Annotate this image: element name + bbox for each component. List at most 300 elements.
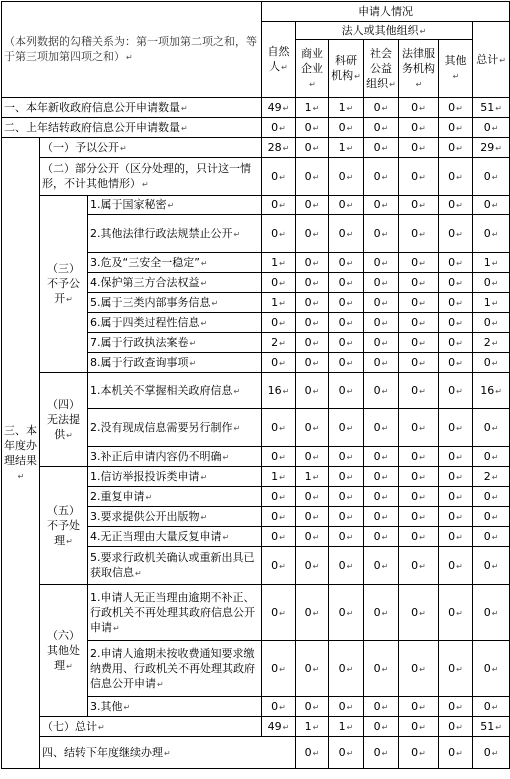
row-label [2, 118, 262, 138]
paragraph-mark-icon: ↵ [381, 608, 389, 618]
row-label [88, 253, 262, 273]
value-cell [399, 333, 439, 353]
paragraph-mark-icon: ↵ [279, 492, 286, 502]
value-cell [439, 409, 473, 447]
value-cell-text: 0 [483, 745, 491, 759]
value-cell-text: 0 [271, 420, 279, 434]
value-cell [473, 138, 510, 158]
value-cell-text: 0 [304, 449, 312, 463]
value-cell [364, 273, 399, 293]
paragraph-mark-icon: ↵ [312, 561, 320, 571]
value-cell-text: 2 [271, 335, 279, 349]
paragraph-mark-icon: ↵ [381, 386, 389, 396]
value-cell-text: 1 [271, 469, 279, 483]
paragraph-mark-icon: ↵ [491, 561, 499, 571]
value-cell [439, 467, 473, 487]
paragraph-mark-icon: ↵ [381, 702, 389, 712]
paragraph-mark-icon: ↵ [491, 298, 499, 308]
paragraph-mark-icon: ↵ [312, 452, 320, 462]
value-cell-text: 0 [448, 383, 456, 397]
paragraph-mark-icon: ↵ [419, 26, 427, 36]
row-label-text: （一）予以公开 [42, 140, 119, 154]
value-cell [439, 373, 473, 409]
row-label-text: 2.没有现成信息需要另行制作 [90, 420, 233, 434]
paragraph-mark-icon: ↵ [419, 278, 426, 288]
value-cell [364, 737, 399, 769]
paragraph-mark-icon: ↵ [346, 358, 354, 368]
row-label-text: （七）总计 [42, 719, 97, 733]
paragraph-mark-icon: ↵ [279, 423, 286, 433]
value-cell-text: 0 [304, 335, 312, 349]
value-cell [364, 487, 399, 507]
legal-service-header-text: 法律服务机构 [402, 46, 436, 75]
value-cell-text: 0 [448, 100, 456, 114]
value-cell [296, 487, 329, 507]
value-cell [364, 697, 399, 717]
value-cell-text: 0 [448, 335, 456, 349]
row-label [40, 717, 262, 737]
row-label [40, 138, 262, 158]
paragraph-mark-icon: ↵ [279, 561, 286, 571]
value-cell [473, 467, 510, 487]
row-label-text: 4.无正当理由大量反复申请 [90, 529, 222, 543]
paragraph-mark-icon: ↵ [346, 472, 354, 482]
value-cell-text: 0 [373, 719, 381, 733]
paragraph-mark-icon: ↵ [346, 123, 354, 133]
value-cell-text: 0 [483, 699, 491, 713]
paragraph-mark-icon: ↵ [346, 664, 354, 674]
paragraph-mark-icon: ↵ [495, 386, 502, 396]
paragraph-mark-icon: ↵ [456, 608, 463, 618]
value-cell [439, 98, 473, 118]
value-cell-text: 0 [338, 420, 346, 434]
paragraph-mark-icon: ↵ [456, 386, 463, 396]
paragraph-mark-icon: ↵ [312, 386, 320, 396]
value-cell [262, 118, 296, 138]
value-cell [262, 585, 296, 641]
row-label [40, 158, 262, 196]
paragraph-mark-icon: ↵ [142, 180, 149, 189]
paragraph-mark-icon: ↵ [312, 358, 320, 368]
value-cell [262, 717, 296, 737]
paragraph-mark-icon: ↵ [279, 123, 286, 133]
value-cell [439, 158, 473, 196]
value-cell [296, 215, 329, 253]
applicant-situation-header [262, 2, 510, 22]
value-cell [364, 641, 399, 697]
paragraph-mark-icon: ↵ [145, 492, 153, 502]
value-cell [399, 641, 439, 697]
value-cell-text: 0 [411, 509, 419, 523]
paragraph-mark-icon: ↵ [279, 532, 286, 542]
paragraph-mark-icon: ↵ [381, 172, 389, 182]
value-cell [262, 253, 296, 273]
value-cell [473, 118, 510, 138]
value-cell [329, 527, 364, 547]
value-cell-text: 0 [411, 255, 419, 269]
value-cell-text: 0 [483, 449, 491, 463]
value-cell [262, 273, 296, 293]
value-cell [473, 641, 510, 697]
paragraph-mark-icon: ↵ [312, 702, 320, 712]
value-cell-text: 0 [373, 661, 381, 675]
legal-service-header [399, 40, 439, 98]
value-cell-text: 0 [271, 558, 279, 572]
value-cell [262, 196, 296, 215]
value-cell [364, 353, 399, 373]
value-cell-text: 0 [338, 315, 346, 329]
value-cell-text: 1 [271, 255, 279, 269]
value-cell [399, 293, 439, 313]
disclosure-statistics-document [0, 1, 510, 779]
paragraph-mark-icon: ↵ [456, 532, 463, 542]
paragraph-mark-icon: ↵ [346, 318, 354, 328]
paragraph-mark-icon: ↵ [491, 608, 499, 618]
value-cell [439, 487, 473, 507]
paragraph-mark-icon: ↵ [312, 472, 320, 482]
value-cell-text: 0 [304, 605, 312, 619]
paragraph-mark-icon: ↵ [66, 661, 73, 671]
paragraph-mark-icon: ↵ [312, 492, 320, 502]
paragraph-mark-icon: ↵ [456, 748, 463, 758]
section-3-label [2, 138, 40, 769]
value-cell [399, 447, 439, 467]
paragraph-mark-icon: ↵ [346, 172, 354, 182]
paragraph-mark-icon: ↵ [419, 452, 426, 462]
row-label [88, 467, 262, 487]
paragraph-mark-icon: ↵ [346, 532, 354, 542]
paragraph-mark-icon: ↵ [419, 229, 426, 239]
value-cell [329, 373, 364, 409]
value-cell-text: 0 [411, 275, 419, 289]
value-cell-text: 0 [271, 275, 279, 289]
paragraph-mark-icon: ↵ [491, 201, 499, 210]
value-cell-text: 0 [304, 383, 312, 397]
value-cell-text: 0 [373, 140, 381, 154]
paragraph-mark-icon: ↵ [491, 452, 499, 462]
paragraph-mark-icon: ↵ [222, 452, 230, 462]
paragraph-mark-icon: ↵ [419, 172, 426, 182]
value-cell [364, 313, 399, 333]
value-cell-text: 0 [411, 558, 419, 572]
value-cell-text: 0 [483, 661, 491, 675]
paragraph-mark-icon: ↵ [456, 561, 463, 571]
value-cell-text: 0 [304, 745, 312, 759]
paragraph-mark-icon: ↵ [346, 423, 354, 433]
value-cell [399, 158, 439, 196]
table-row [2, 98, 510, 118]
paragraph-mark-icon: ↵ [312, 664, 320, 674]
value-cell [364, 158, 399, 196]
value-cell [364, 293, 399, 313]
value-cell [399, 253, 439, 273]
value-cell-text: 0 [271, 489, 279, 503]
paragraph-mark-icon: ↵ [233, 423, 241, 433]
value-cell [399, 527, 439, 547]
value-cell-text: 0 [338, 449, 346, 463]
paragraph-mark-icon: ↵ [312, 172, 320, 182]
value-cell-text: 0 [338, 509, 346, 523]
value-cell-text: 0 [411, 198, 419, 211]
paragraph-mark-icon: ↵ [381, 664, 389, 674]
value-cell [262, 527, 296, 547]
row-label-text: 1.信访举报投诉类申请 [90, 469, 200, 483]
paragraph-mark-icon: ↵ [346, 702, 354, 712]
value-cell-text: 0 [338, 489, 346, 503]
row-label [88, 507, 262, 527]
value-cell [399, 118, 439, 138]
paragraph-mark-icon: ↵ [312, 722, 320, 732]
paragraph-mark-icon: ↵ [309, 79, 316, 89]
paragraph-mark-icon: ↵ [200, 258, 208, 268]
value-cell-text: 51 [480, 719, 495, 733]
paragraph-mark-icon: ↵ [282, 103, 290, 113]
value-cell [364, 585, 399, 641]
value-cell [473, 293, 510, 313]
value-cell [296, 717, 329, 737]
paragraph-mark-icon: ↵ [281, 63, 288, 72]
row-label [40, 737, 296, 769]
paragraph-mark-icon: ↵ [456, 258, 463, 268]
value-cell [296, 737, 329, 769]
value-cell-text: 0 [411, 489, 419, 503]
value-cell-text: 0 [448, 295, 456, 309]
paragraph-mark-icon: ↵ [66, 430, 73, 440]
paragraph-mark-icon: ↵ [381, 278, 389, 288]
value-cell [329, 487, 364, 507]
row-label-text: 1.本机关不掌握相关政府信息 [90, 383, 233, 397]
value-cell-text: 0 [373, 605, 381, 619]
paragraph-mark-icon: ↵ [126, 53, 133, 62]
paragraph-mark-icon: ↵ [491, 423, 499, 433]
value-cell [473, 98, 510, 118]
value-cell-text: 0 [271, 605, 279, 619]
value-cell-text: 0 [448, 529, 456, 543]
value-cell [296, 697, 329, 717]
applicant-situation-header-text: 申请人情况 [358, 5, 414, 18]
section-3-label-text: 三、本年度办理结果 [4, 423, 37, 467]
paragraph-mark-icon: ↵ [381, 338, 389, 348]
row-label-text: 二、上年结转政府信息公开申请数量 [4, 120, 180, 134]
value-cell-text: 0 [271, 509, 279, 523]
value-cell [473, 333, 510, 353]
value-cell-text: 1 [483, 255, 491, 269]
paragraph-mark-icon: ↵ [456, 664, 463, 674]
paragraph-mark-icon: ↵ [282, 386, 290, 396]
row-label [88, 447, 262, 467]
research-header-text: 科研机构 [331, 54, 358, 82]
paragraph-mark-icon: ↵ [456, 702, 463, 712]
value-cell [329, 98, 364, 118]
table-row [2, 467, 510, 487]
table-row [2, 737, 510, 769]
value-cell [473, 273, 510, 293]
paragraph-mark-icon: ↵ [491, 472, 499, 482]
value-cell [399, 313, 439, 333]
paragraph-mark-icon: ↵ [312, 608, 320, 618]
value-cell-text: 0 [271, 449, 279, 463]
value-cell-text: 0 [448, 315, 456, 329]
value-cell-text: 1 [304, 719, 312, 733]
value-cell-text: 0 [411, 120, 419, 134]
value-cell [364, 507, 399, 527]
row-label [88, 487, 262, 507]
paragraph-mark-icon: ↵ [415, 79, 423, 89]
value-cell-text: 0 [373, 295, 381, 309]
paragraph-mark-icon: ↵ [279, 338, 286, 348]
value-cell [262, 333, 296, 353]
value-cell [439, 447, 473, 467]
group-label [40, 585, 88, 717]
value-cell-text: 51 [480, 100, 495, 114]
group-label-text: （五）不予处理 [47, 503, 80, 547]
value-cell-text: 0 [304, 255, 312, 269]
paragraph-mark-icon: ↵ [491, 318, 499, 328]
paragraph-mark-icon: ↵ [346, 229, 354, 239]
value-cell [399, 373, 439, 409]
value-cell-text: 0 [483, 489, 491, 503]
row-label-text: 5.属于三类内部事务信息 [90, 295, 211, 309]
table-row [2, 158, 510, 196]
paragraph-mark-icon: ↵ [346, 258, 354, 268]
value-cell [473, 409, 510, 447]
value-cell [296, 409, 329, 447]
table-row [2, 717, 510, 737]
paragraph-mark-icon: ↵ [354, 72, 361, 81]
row-label-text: 2.其他法律行政法规禁止公开 [90, 226, 233, 240]
paragraph-mark-icon: ↵ [419, 143, 426, 153]
paragraph-mark-icon: ↵ [419, 748, 426, 758]
value-cell-text: 0 [411, 605, 419, 619]
social-welfare-header [364, 40, 399, 98]
value-cell-text: 0 [448, 558, 456, 572]
paragraph-mark-icon: ↵ [419, 561, 426, 571]
value-cell-text: 0 [304, 169, 312, 183]
table-row [2, 138, 510, 158]
value-cell-text: 0 [373, 489, 381, 503]
value-cell-text: 0 [373, 198, 381, 211]
value-cell-text: 0 [373, 745, 381, 759]
paragraph-mark-icon: ↵ [189, 338, 197, 348]
value-cell-text: 0 [373, 699, 381, 713]
value-cell [439, 641, 473, 697]
other-header [439, 40, 473, 98]
value-cell-text: 0 [271, 529, 279, 543]
value-cell [364, 467, 399, 487]
value-cell [262, 138, 296, 158]
value-cell [329, 138, 364, 158]
paragraph-mark-icon: ↵ [419, 103, 426, 113]
value-cell-text: 1 [338, 719, 346, 733]
value-cell-text: 0 [373, 420, 381, 434]
value-cell [439, 313, 473, 333]
paragraph-mark-icon: ↵ [456, 722, 463, 732]
value-cell [296, 373, 329, 409]
value-cell [329, 313, 364, 333]
paragraph-mark-icon: ↵ [381, 358, 389, 368]
value-cell [262, 641, 296, 697]
value-cell [364, 527, 399, 547]
value-cell [399, 697, 439, 717]
paragraph-mark-icon: ↵ [491, 338, 499, 348]
row-label-text: 6.属于四类过程性信息 [90, 315, 200, 329]
value-cell-text: 0 [483, 355, 491, 369]
value-cell [364, 333, 399, 353]
value-cell [364, 98, 399, 118]
value-cell-text: 0 [411, 355, 419, 369]
value-cell [296, 585, 329, 641]
paragraph-mark-icon: ↵ [346, 143, 354, 153]
value-cell [364, 447, 399, 467]
paragraph-mark-icon: ↵ [456, 298, 463, 308]
value-cell-text: 0 [271, 226, 279, 240]
paragraph-mark-icon: ↵ [346, 492, 354, 502]
value-cell-text: 16 [480, 383, 495, 397]
row-label-text: 2.申请人逾期未按收费通知要求缴纳费用、行政机关不再处理其政府信息公开申请 [90, 646, 255, 690]
paragraph-mark-icon: ↵ [381, 492, 389, 502]
value-cell [262, 447, 296, 467]
value-cell [439, 273, 473, 293]
row-label [88, 527, 262, 547]
value-cell [329, 737, 364, 769]
value-cell [262, 353, 296, 373]
paragraph-mark-icon: ↵ [419, 608, 426, 618]
value-cell-text: 0 [483, 420, 491, 434]
paragraph-mark-icon: ↵ [499, 55, 506, 65]
paragraph-mark-icon: ↵ [312, 258, 320, 268]
value-cell-text: 0 [304, 509, 312, 523]
value-cell-text: 0 [271, 169, 279, 183]
value-cell [399, 98, 439, 118]
value-cell-text: 0 [271, 120, 279, 134]
paragraph-mark-icon: ↵ [456, 229, 463, 239]
value-cell [473, 507, 510, 527]
value-cell-text: 0 [373, 100, 381, 114]
paragraph-mark-icon: ↵ [456, 278, 463, 288]
value-cell [439, 215, 473, 253]
table-row [2, 585, 510, 641]
value-cell-text: 0 [373, 449, 381, 463]
paragraph-mark-icon: ↵ [98, 722, 105, 732]
paragraph-mark-icon: ↵ [181, 123, 188, 133]
paragraph-mark-icon: ↵ [66, 295, 73, 304]
value-cell-text: 0 [448, 699, 456, 713]
value-cell-text: 0 [338, 226, 346, 240]
value-cell [473, 373, 510, 409]
value-cell [364, 547, 399, 585]
row-label [88, 547, 262, 585]
group-label [40, 373, 88, 467]
value-cell-text: 0 [304, 529, 312, 543]
value-cell-text: 1 [483, 295, 491, 309]
paragraph-mark-icon: ↵ [495, 103, 502, 113]
paragraph-mark-icon: ↵ [381, 103, 389, 113]
value-cell-text: 1 [338, 140, 346, 154]
value-cell [296, 353, 329, 373]
header-row [2, 2, 510, 22]
paragraph-mark-icon: ↵ [419, 664, 426, 674]
value-cell-text: 0 [304, 420, 312, 434]
value-cell-text: 0 [373, 469, 381, 483]
value-cell [399, 409, 439, 447]
value-cell [262, 313, 296, 333]
value-cell-text: 0 [271, 661, 279, 675]
paragraph-mark-icon: ↵ [419, 702, 426, 712]
paragraph-mark-icon: ↵ [346, 201, 354, 210]
paragraph-mark-icon: ↵ [456, 512, 463, 522]
value-cell [296, 98, 329, 118]
value-cell-text: 0 [271, 315, 279, 329]
